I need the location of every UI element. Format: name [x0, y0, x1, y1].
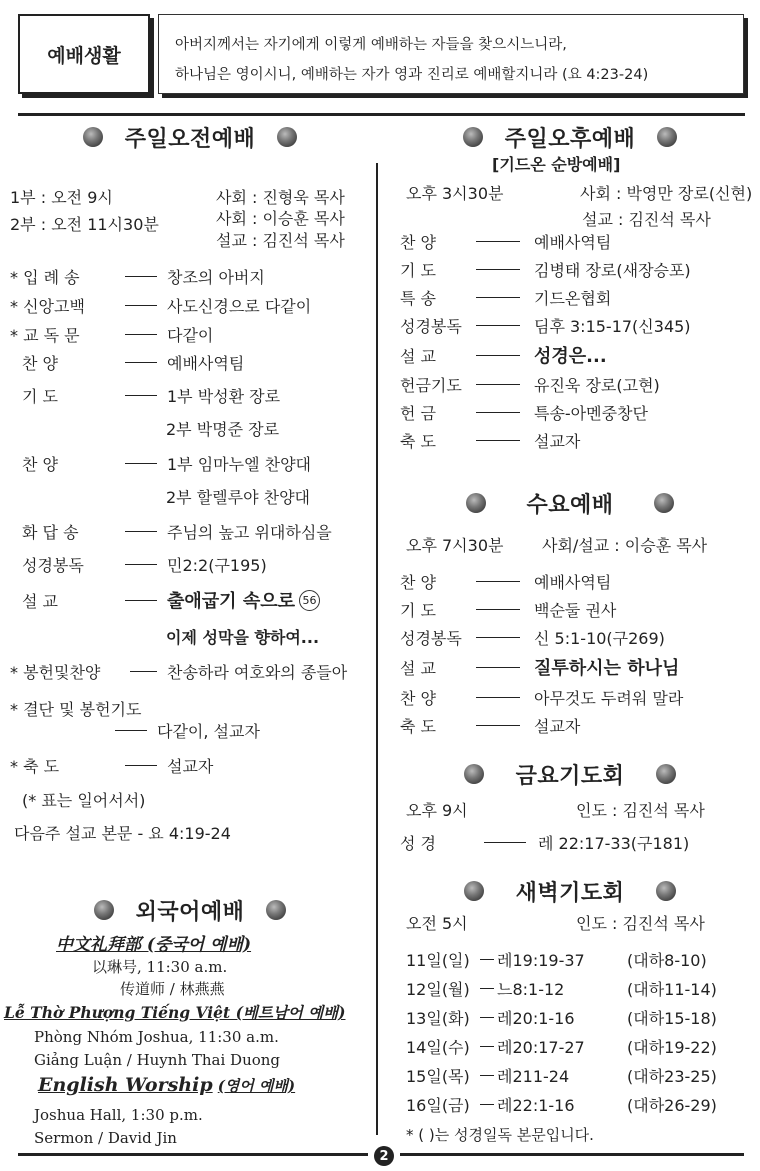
order-item: * 결단 및 봉헌기도 — [10, 700, 142, 719]
order-item: 설 교 성경은... — [400, 346, 607, 367]
order-item: 찬 양 1부 임마누엘 찬양대 — [22, 454, 311, 474]
column-divider — [376, 163, 378, 1135]
leader: 인도 : 김진석 목사 — [576, 914, 705, 933]
sunday-am-title: 주일오전예배 — [40, 120, 340, 154]
service-time: 오전 5시 — [406, 914, 468, 933]
bullet-icon — [277, 127, 297, 147]
order-item: 설 교 출애굽기 속으로 56 — [22, 587, 320, 613]
verse-line: 아버지께서는 자기에게 이렇게 예배하는 자들을 찾으시느니라, — [175, 37, 567, 53]
order-item: 헌 금 특송-아멘중창단 — [400, 403, 648, 423]
host: 사회/설교 : 이승훈 목사 — [542, 536, 708, 555]
order-item: 설 교 질투하시는 하나님 — [400, 658, 680, 679]
bullet-icon — [466, 493, 486, 513]
english-service-line: Joshua Hall, 1:30 p.m. — [34, 1106, 203, 1124]
order-item: 찬 양 예배사역팀 — [22, 353, 245, 373]
bullet-icon — [464, 764, 484, 784]
reading-row: 11일(일) 레19:19-37 (대하8-10) — [406, 950, 707, 970]
order-item: * 입 례 송 창조의 아버지 — [10, 267, 265, 287]
header-verse-box — [158, 14, 744, 94]
order-item: 성경봉독 신 5:1-10(구269) — [400, 628, 665, 648]
verse-line: 하나님은 영이시니, 예배하는 자가 영과 진리로 예배할지니라 (요 4:23-24) — [175, 67, 649, 83]
reading-row: 14일(수) 레20:17-27 (대하19-22) — [406, 1037, 717, 1057]
order-item: 찬 양 예배사역팀 — [400, 572, 612, 592]
chinese-service-line: 以琳号, 11:30 a.m. — [92, 958, 228, 976]
next-week-sermon: 다음주 설교 본문 - 요 4:19-24 — [14, 824, 231, 843]
bullet-icon — [654, 493, 674, 513]
order-item: 기 도 백순둘 권사 — [400, 600, 617, 620]
sunday-pm-title: 주일오후예배 — [420, 120, 720, 154]
order-item: 성경봉독 딤후 3:15-17(신345) — [400, 316, 691, 336]
chinese-service-line: 传道师 / 林燕燕 — [120, 980, 225, 998]
order-item: 찬 양 예배사역팀 — [400, 232, 612, 252]
service-time: 오후 7시30분 — [406, 536, 504, 555]
order-item: 특 송 기드온협회 — [400, 288, 612, 308]
chinese-service-title: 中文礼拜部 (중국어 예배) — [56, 935, 252, 955]
section-label: 예배생활 — [18, 14, 150, 94]
vietnamese-service-line: Giảng Luận / Huynh Thai Duong — [34, 1051, 281, 1069]
leader: 인도 : 김진석 목사 — [576, 801, 705, 820]
bullet-icon — [94, 900, 114, 920]
order-item: 기 도 김병태 장로(새장승포) — [400, 260, 691, 280]
foreign-title: 외국어예배 — [40, 893, 340, 927]
bullet-icon — [464, 881, 484, 901]
order-item: 축 도 설교자 — [400, 716, 581, 736]
reading-row: 15일(목) 레211-24 (대하23-25) — [406, 1066, 717, 1086]
preacher: 설교 : 김진석 목사 — [582, 210, 711, 229]
reading-row: 13일(화) 레20:1-16 (대하15-18) — [406, 1008, 717, 1028]
english-service-title: English Worship (영어 예배) — [38, 1074, 296, 1096]
service-time: 1부 : 오전 9시 — [10, 188, 113, 207]
english-service-line: Sermon / David Jin — [34, 1129, 177, 1147]
bullet-icon — [83, 127, 103, 147]
host: 사회 : 이승훈 목사 — [216, 209, 345, 228]
scripture-row: 성 경 레 22:17-33(구181) — [400, 833, 690, 853]
order-item: 다같이, 설교자 — [115, 717, 260, 743]
order-item: 2부 박명준 장로 — [166, 420, 280, 439]
bullet-icon — [656, 764, 676, 784]
bullet-icon — [266, 900, 286, 920]
order-item: 화 답 송 주님의 높고 위대하심을 — [22, 522, 332, 542]
sermon-subtitle: 이제 성막을 향하여... — [166, 628, 320, 647]
vietnamese-service-title: Lễ Thờ Phượng Tiếng Việt (베트남어 예배) — [4, 1003, 346, 1022]
page-number: 2 — [374, 1146, 394, 1166]
bullet-icon — [657, 127, 677, 147]
order-item: * 축 도 설교자 — [10, 756, 214, 776]
host: 사회 : 박영만 장로(신현) — [580, 184, 753, 203]
order-item: * 봉헌및찬양 찬송하라 여호와의 종들아 — [10, 662, 348, 682]
reading-note: * ( )는 성경일독 본문입니다. — [406, 1126, 594, 1144]
bullet-icon — [656, 881, 676, 901]
order-item: 찬 양 아무것도 두려워 말라 — [400, 688, 684, 708]
order-item: 축 도 설교자 — [400, 431, 581, 451]
friday-title: 금요기도회 — [420, 757, 720, 791]
reading-row: 16일(금) 레22:1-16 (대하26-29) — [406, 1095, 717, 1115]
order-item: 기 도 1부 박성환 장로 — [22, 386, 281, 406]
order-item: 성경봉독 민2:2(구195) — [22, 555, 267, 575]
bullet-icon — [463, 127, 483, 147]
stand-note: (* 표는 일어서서) — [22, 791, 146, 810]
order-item: 헌금기도 유진욱 장로(고현) — [400, 375, 660, 395]
footer-rule — [18, 1153, 368, 1156]
preacher: 설교 : 김진석 목사 — [216, 231, 345, 250]
service-time: 오후 9시 — [406, 801, 468, 820]
order-item: 2부 할렐루야 찬양대 — [166, 488, 310, 507]
service-time: 오후 3시30분 — [406, 184, 504, 203]
reading-row: 12일(월) 느8:1-12 (대하11-14) — [406, 979, 717, 999]
header-divider — [18, 113, 745, 116]
service-time: 2부 : 오전 11시30분 — [10, 215, 159, 234]
host: 사회 : 진형욱 목사 — [216, 188, 345, 207]
sunday-pm-subtitle: [기드온 순방예배] — [492, 155, 621, 174]
order-item: * 신앙고백 사도신경으로 다같이 — [10, 296, 312, 316]
hymn-number-badge: 56 — [299, 590, 320, 611]
wednesday-title: 수요예배 — [420, 486, 720, 520]
dawn-title: 새벽기도회 — [420, 874, 720, 908]
footer-rule — [400, 1153, 744, 1156]
order-item: * 교 독 문 다같이 — [10, 325, 214, 345]
vietnamese-service-line: Phòng Nhóm Joshua, 11:30 a.m. — [34, 1028, 279, 1046]
